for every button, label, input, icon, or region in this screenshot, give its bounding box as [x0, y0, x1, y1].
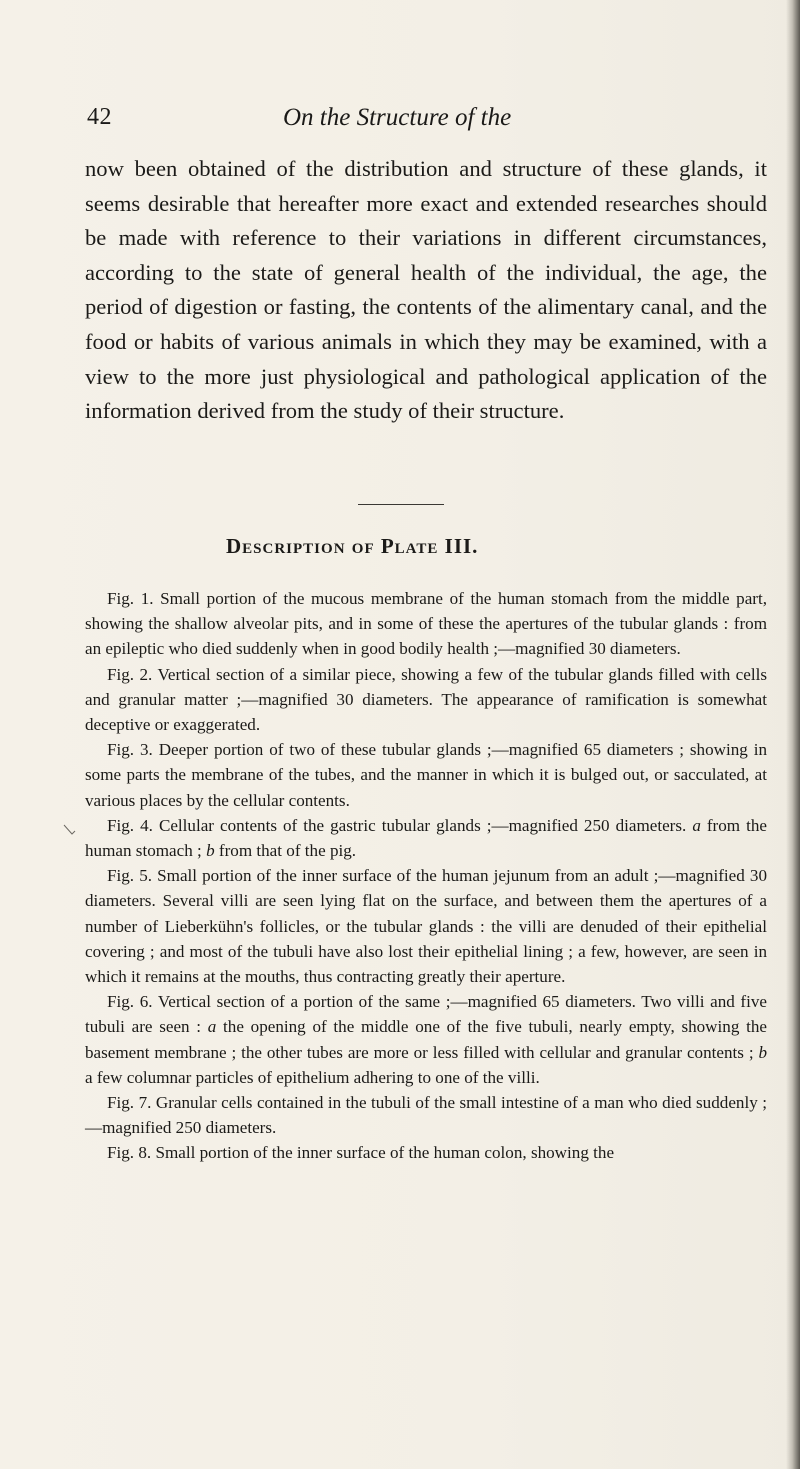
figure-text: Granular cells contained in the tubuli of the small intestine of a man who died suddenly ;—magnified 250 diameters. [85, 1093, 767, 1138]
figure-label: Fig. 3. [107, 740, 153, 760]
page-header [87, 104, 727, 140]
figure-description-8 [85, 1140, 767, 1165]
figure-description-3 [85, 737, 767, 813]
figure-label: Fig. 7. [107, 1093, 152, 1113]
running-head: On the Structure of the [283, 104, 512, 131]
figure-text: Vertical section of a similar piece, showing a few of the tubular glands filled with cells and granular matter ;—magnified 30 diameters. The appearance of ramification is somewhat deceptive or exaggerated. [85, 664, 768, 735]
figure-label: Fig. 6. [107, 992, 153, 1012]
figure-letter-b: b [758, 1042, 767, 1062]
figure-description-5 [85, 863, 767, 989]
figure-label: Fig. 1. [107, 589, 154, 608]
body-paragraph: now been obtained of the distribution and structure of these glands, it seems desirable that hereafter more exact and extended researches should be made with reference to their variations in different circumstances, according to the state of general health of the individual, the age, the period of digestion or fasting, the contents of the alimentary canal, and the food or habits of various animals in which they may be examined, with a view to the more just physiological and pathological application of the information derived from the study of their structure. [85, 156, 767, 424]
page-number: 42 [87, 104, 112, 130]
figure-description-4 [85, 813, 767, 863]
figure-letter-a: a [692, 815, 701, 835]
figure-label: Fig. 2. [107, 664, 153, 684]
figure-text-part: a few columnar particles of epithelium adhering to one of the villi. [85, 1067, 540, 1087]
pencil-check-mark-icon [62, 822, 84, 838]
figure-text: Small portion of the inner surface of the human colon, showing the [155, 1143, 615, 1163]
figure-text-part: Cellular contents of the gastric tubular glands ;—magnified 250 diameters. [158, 815, 693, 835]
plate-description-heading: Description of Plate III. [226, 534, 479, 558]
figure-descriptions [85, 586, 767, 1166]
page-edge-shadow [786, 0, 800, 1469]
figure-text-part: from the human stomach ; [85, 815, 767, 861]
figure-description-2 [85, 662, 767, 738]
figure-description-6 [85, 989, 767, 1090]
figure-text: Deeper portion of two of these tubular glands ;—magnified 65 diameters ; showing in some parts the membrane of the tubes, and the manner in which it is bulged out, or sacculated, at various places by the cellular contents. [85, 740, 768, 810]
figure-label: Fig. 8. [107, 1143, 152, 1163]
figure-letter-b: b [206, 841, 215, 861]
figure-description-7 [85, 1090, 767, 1140]
figure-text-part: the opening of the middle one of the five tubuli, nearly empty, showing the basement membrane ; the other tubes are more or less filled with cellular and granular contents ; [85, 1017, 767, 1062]
figure-text: Small portion of the inner surface of the human jejunum from an adult ;—magnified 30 diameters. Several villi are seen lying flat on the surface, and between them the apertures of a number of Lieberkühn's follicles, or the tubular glands : the villi are denuded of their epithelial covering ; and most of the tubuli have also lost their epithelial lining ; a few, however, are seen in which it remains at the mouths, thus contracting greatly their aperture. [85, 866, 768, 987]
section-divider [358, 504, 444, 505]
figure-text-part: from that of the pig. [214, 841, 357, 861]
figure-label: Fig. 4. [107, 815, 153, 835]
figure-text: Small portion of the mucous membrane of the human stomach from the middle part, showing the shallow alveolar pits, and in some of these the apertures of the tubular glands : from an epileptic who died suddenly when in good bodily health ;—magnified 30 diameters. [85, 589, 767, 659]
figure-text-part: Vertical section of a portion of the same ;—magnified 65 diameters. Two villi and five tubuli are seen : [85, 992, 768, 1037]
figure-letter-a: a [207, 1017, 217, 1037]
figure-description-1 [85, 586, 767, 662]
figure-label: Fig. 5. [107, 866, 153, 886]
